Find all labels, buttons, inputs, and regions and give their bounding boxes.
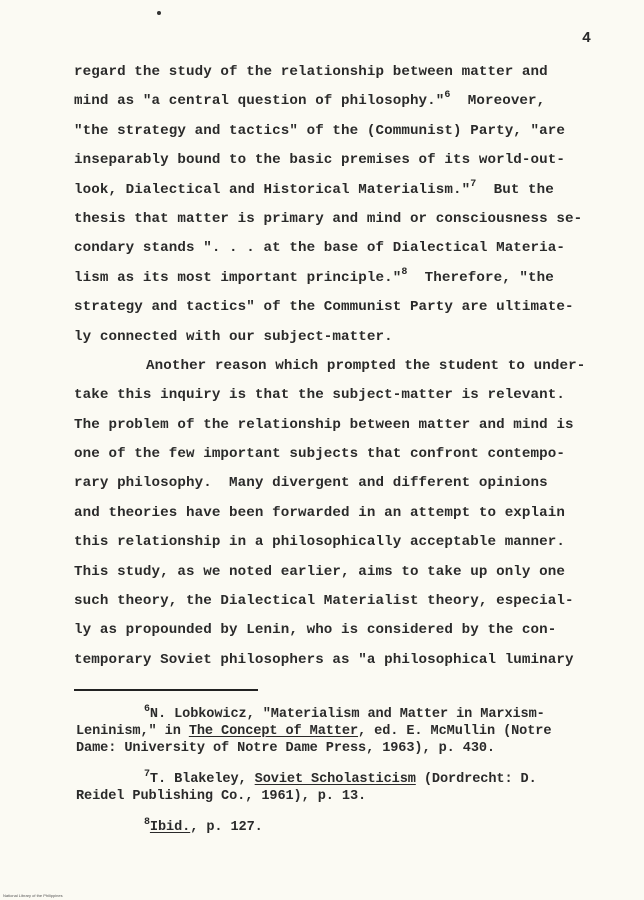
footnotes	[76, 706, 636, 850]
text-line: this relationship in a philosophically acceptable manner.	[74, 534, 565, 551]
footnote-mark: 8	[144, 817, 150, 828]
text-line: ly connected with our subject-matter.	[74, 328, 393, 345]
text-line: temporary Soviet philosophers as "a philosophical luminary	[74, 651, 574, 668]
footnote-8: $^8$Ibid., p. 127.	[144, 817, 263, 835]
footnote-6: $^6$N. Lobkowicz, "Materialism and Matter in Marxism- Leninism," in The Concept of Matter, ed. E. McMullin (Notre Dame: University of Notre Dame Press, 1963), p. 430.	[76, 704, 552, 756]
text-line: take this inquiry is that the subject-matter is relevant.	[74, 387, 565, 404]
archive-footer: National Library of the Philippines	[3, 893, 63, 898]
text-line: and theories have been forwarded in an attempt to explain	[74, 504, 565, 521]
footnote-ref-6[interactable]: 6	[444, 90, 451, 102]
text-line: ly as propounded by Lenin, who is considered by the con-	[74, 622, 557, 639]
text-line: inseparably bound to the basic premises of its world-out-	[74, 152, 565, 169]
text-line: regard the study of the relationship between matter and	[74, 64, 548, 80]
text-line: This study, as we noted earlier, aims to take up only one	[74, 563, 565, 580]
text-line: rary philosophy. Many divergent and different opinions	[74, 475, 548, 492]
text-line: condary stands ". . . at the base of Dialectical Materia-	[74, 240, 565, 257]
text-line: mind as "a central question of philosophy."$^6$ Moreover,	[74, 90, 546, 110]
cited-title: Ibid.	[149, 820, 191, 835]
text-line: lism as its most important principle."$^8$ Therefore, "the	[74, 266, 554, 286]
text-line: thesis that matter is primary and mind or consciousness se-	[74, 210, 583, 227]
cited-title: Soviet Scholasticism	[254, 772, 416, 787]
footnote-mark: 6	[144, 704, 150, 715]
text-line: "the strategy and tactics" of the (Communist) Party, "are	[74, 122, 565, 139]
text-line: look, Dialectical and Historical Materialism."$^7$ But the	[74, 178, 554, 198]
text-line: Another reason which prompted the student to under-	[146, 357, 586, 374]
footnote-ref-8[interactable]: 8	[401, 266, 408, 278]
body-text	[74, 58, 634, 675]
text-line: strategy and tactics" of the Communist Party are ultimate-	[74, 299, 574, 316]
footnote-divider	[74, 689, 258, 691]
text-line: such theory, the Dialectical Materialist theory, especial-	[74, 593, 574, 610]
text-line: The problem of the relationship between matter and mind is	[74, 416, 574, 433]
cited-title: The Concept of Matter	[188, 724, 359, 739]
footnote-7: $^7$T. Blakeley, Soviet Scholasticism (Dordrecht: D. Reidel Publishing Co., 1961), p. 13.	[76, 769, 537, 804]
text-line: one of the few important subjects that confront contempo-	[74, 446, 565, 463]
page-number: 4	[582, 30, 592, 47]
ink-dot	[157, 11, 161, 15]
footnote-mark: 7	[144, 769, 150, 780]
footnote-ref-7[interactable]: 7	[470, 178, 477, 190]
